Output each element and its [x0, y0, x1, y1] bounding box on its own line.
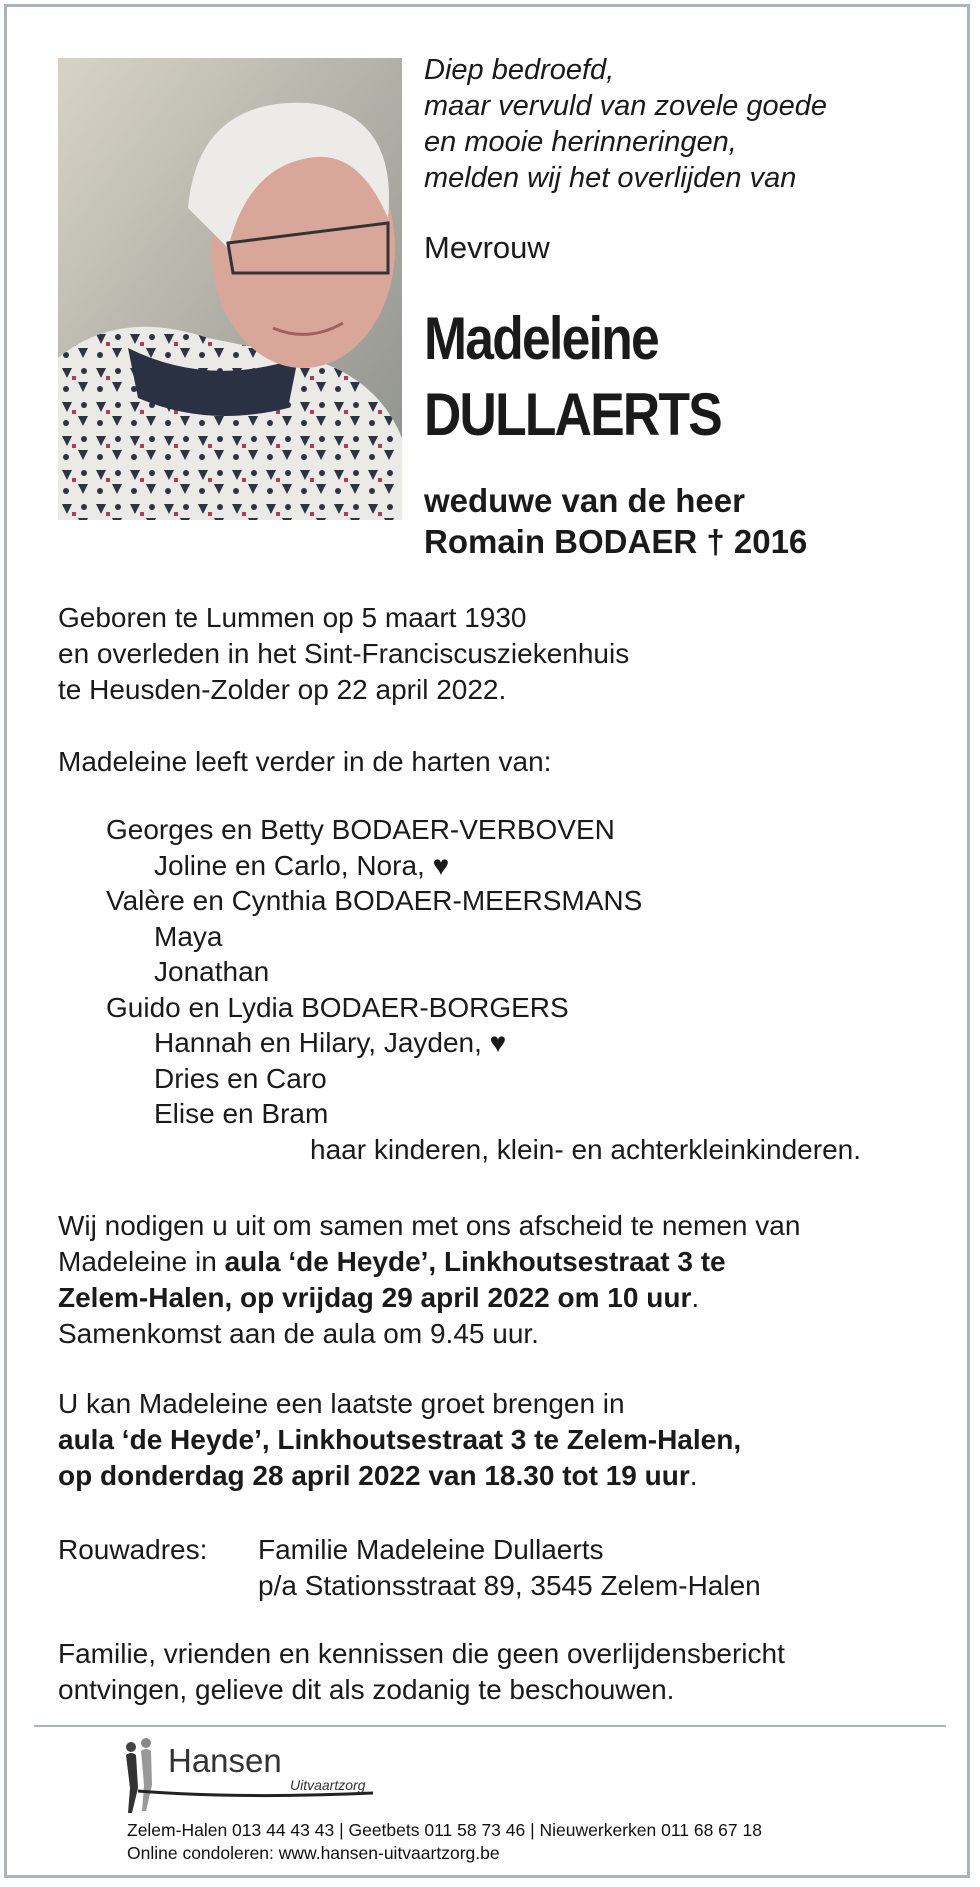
footer-divider [34, 1725, 946, 1727]
family-member: Guido en Lydia BODAER-BORGERS [106, 991, 569, 1023]
intro-line: en mooie herinneringen, [424, 126, 737, 158]
deceased-last-name: DULLAERTS [424, 381, 721, 448]
intro-line: Diep bedroefd, [424, 54, 615, 86]
logo-name: Hansen [168, 1742, 282, 1779]
footer-condolence-link: Online condoleren: www.hansen-uitvaartzorg.be [127, 1843, 500, 1863]
family-member: Maya [154, 920, 223, 952]
intro-text [424, 52, 827, 196]
footer-phone-numbers: Zelem-Halen 013 44 43 43 | Geetbets 011 58 73 46 | Nieuwerkerken 011 68 67 18 [127, 1820, 762, 1840]
notice-text [58, 1636, 785, 1708]
birth-line: Geboren te Lummen op 5 maart 1930 [58, 602, 527, 633]
family-member: Joline en Carlo, Nora, ♥ [154, 849, 450, 881]
address-line: p/a Stationsstraat 89, 3545 Zelem-Halen [258, 1570, 761, 1601]
family-closing: haar kinderen, klein- en achterkleinkinderen. [310, 1133, 861, 1165]
notice-line: ontvingen, gelieve dit als zodanig te beschouwen. [58, 1674, 675, 1705]
family-member: Georges en Betty BODAER-VERBOVEN [106, 814, 615, 845]
invitation-line: Wij nodigen u uit om samen met ons afscheid te nemen van [58, 1210, 801, 1241]
intro-line: maar vervuld van zovele goede [424, 90, 828, 122]
address-lines [258, 1532, 858, 1604]
family-member: Dries en Caro [154, 1062, 327, 1094]
venue-text: aula ‘de Heyde’, Linkhoutsestraat 3 te [224, 1246, 726, 1277]
farewell-visit [58, 1386, 741, 1494]
funeral-invitation [58, 1208, 800, 1352]
family-member: Hannah en Hilary, Jayden, ♥ [154, 1027, 507, 1058]
greeting-line: op donderdag 28 april 2022 van 18.30 tot 19 uur. [58, 1460, 698, 1491]
notice-line: Familie, vrienden en kennissen die geen overlijdensbericht [58, 1638, 785, 1669]
widow-of [424, 480, 807, 562]
greeting-line: U kan Madeleine een laatste groet brengen in [58, 1388, 625, 1419]
logo-subtitle: Uitvaartzorg [290, 1777, 366, 1793]
widow-line: Romain BODAER † 2016 [424, 523, 808, 560]
family-member: Elise en Bram [154, 1098, 329, 1129]
invitation-line: Samenkomst aan de aula om 9.45 uur. [58, 1318, 539, 1349]
lives-on-text: Madeleine leeft verder in de harten van: [58, 746, 552, 777]
address-line: Familie Madeleine Dullaerts [258, 1534, 604, 1565]
family-member: Valère en Cynthia BODAER-MEERSMANS [106, 885, 643, 916]
invitation-line: Madeleine in aula ‘de Heyde’, Linkhoutsestraat 3 te [58, 1246, 726, 1277]
family-member: Jonathan [154, 956, 270, 987]
birth-death-info [58, 600, 629, 708]
birth-line: te Heusden-Zolder op 22 april 2022. [58, 674, 507, 705]
salutation: Mevrouw [424, 230, 550, 265]
widow-line: weduwe van de heer [424, 482, 745, 519]
deceased-first-name: Madeleine [424, 305, 659, 372]
portrait-photo [58, 58, 402, 520]
family-list [58, 812, 938, 1167]
intro-line: melden wij het overlijden van [424, 162, 797, 194]
greeting-line: aula ‘de Heyde’, Linkhoutsestraat 3 te Zelem-Halen, [58, 1424, 742, 1455]
birth-line: en overleden in het Sint-Franciscusziekenhuis [58, 638, 630, 669]
invitation-line: Zelem-Halen, op vrijdag 29 april 2022 om 10 uur. [58, 1282, 700, 1313]
venue-date-text: Zelem-Halen, op vrijdag 29 april 2022 om 10 uur [58, 1282, 692, 1313]
address-label: Rouwadres: [58, 1534, 208, 1565]
